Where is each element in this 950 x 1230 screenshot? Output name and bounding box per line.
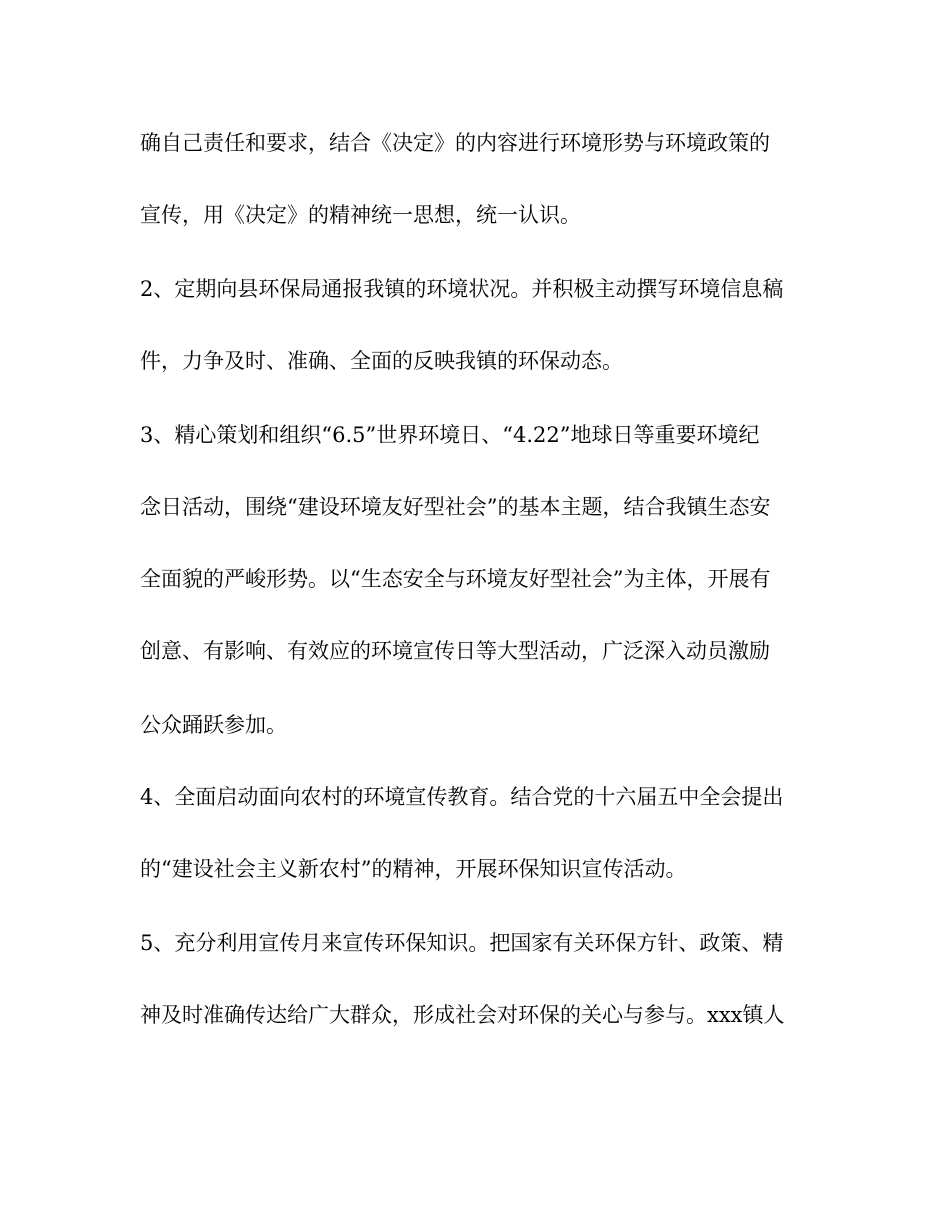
text-line: 公众踊跃参加。 — [140, 713, 287, 737]
text-line: 全面貌的严峻形势。以“生态安全与环境友好型社会”为主体，开展有 — [140, 567, 771, 591]
text-line: 确自己责任和要求，结合《决定》的内容进行环境形势与环境政策的 — [140, 131, 770, 155]
text-line: 4、全面启动面向农村的环境宣传教育。结合党的十六届五中全会提出 — [140, 785, 784, 809]
text-line: 创意、有影响、有效应的环境宣传日等大型活动，广泛深入动员激励 — [140, 639, 770, 663]
text-line: 3、精心策划和组织“6.5”世界环境日、“4.22”地球日等重要环境纪 — [140, 423, 760, 447]
text-line: 的“建设社会主义新农村”的精神，开展环保知识宣传活动。 — [140, 857, 687, 881]
text-line: 神及时准确传达给广大群众，形成社会对环保的关心与参与。xxx镇人 — [140, 1003, 785, 1027]
text-line: 宣传，用《决定》的精神统一思想，统一认识。 — [140, 203, 581, 227]
text-line: 2、定期向县环保局通报我镇的环境状况。并积极主动撰写环境信息稿 — [140, 277, 784, 301]
text-line: 件，力争及时、准确、全面的反映我镇的环保动态。 — [140, 349, 623, 373]
text-line: 念日活动，围绕“建设环境友好型社会”的基本主题，结合我镇生态安 — [140, 495, 771, 519]
text-line: 5、充分利用宣传月来宣传环保知识。把国家有关环保方针、政策、精 — [140, 931, 784, 955]
